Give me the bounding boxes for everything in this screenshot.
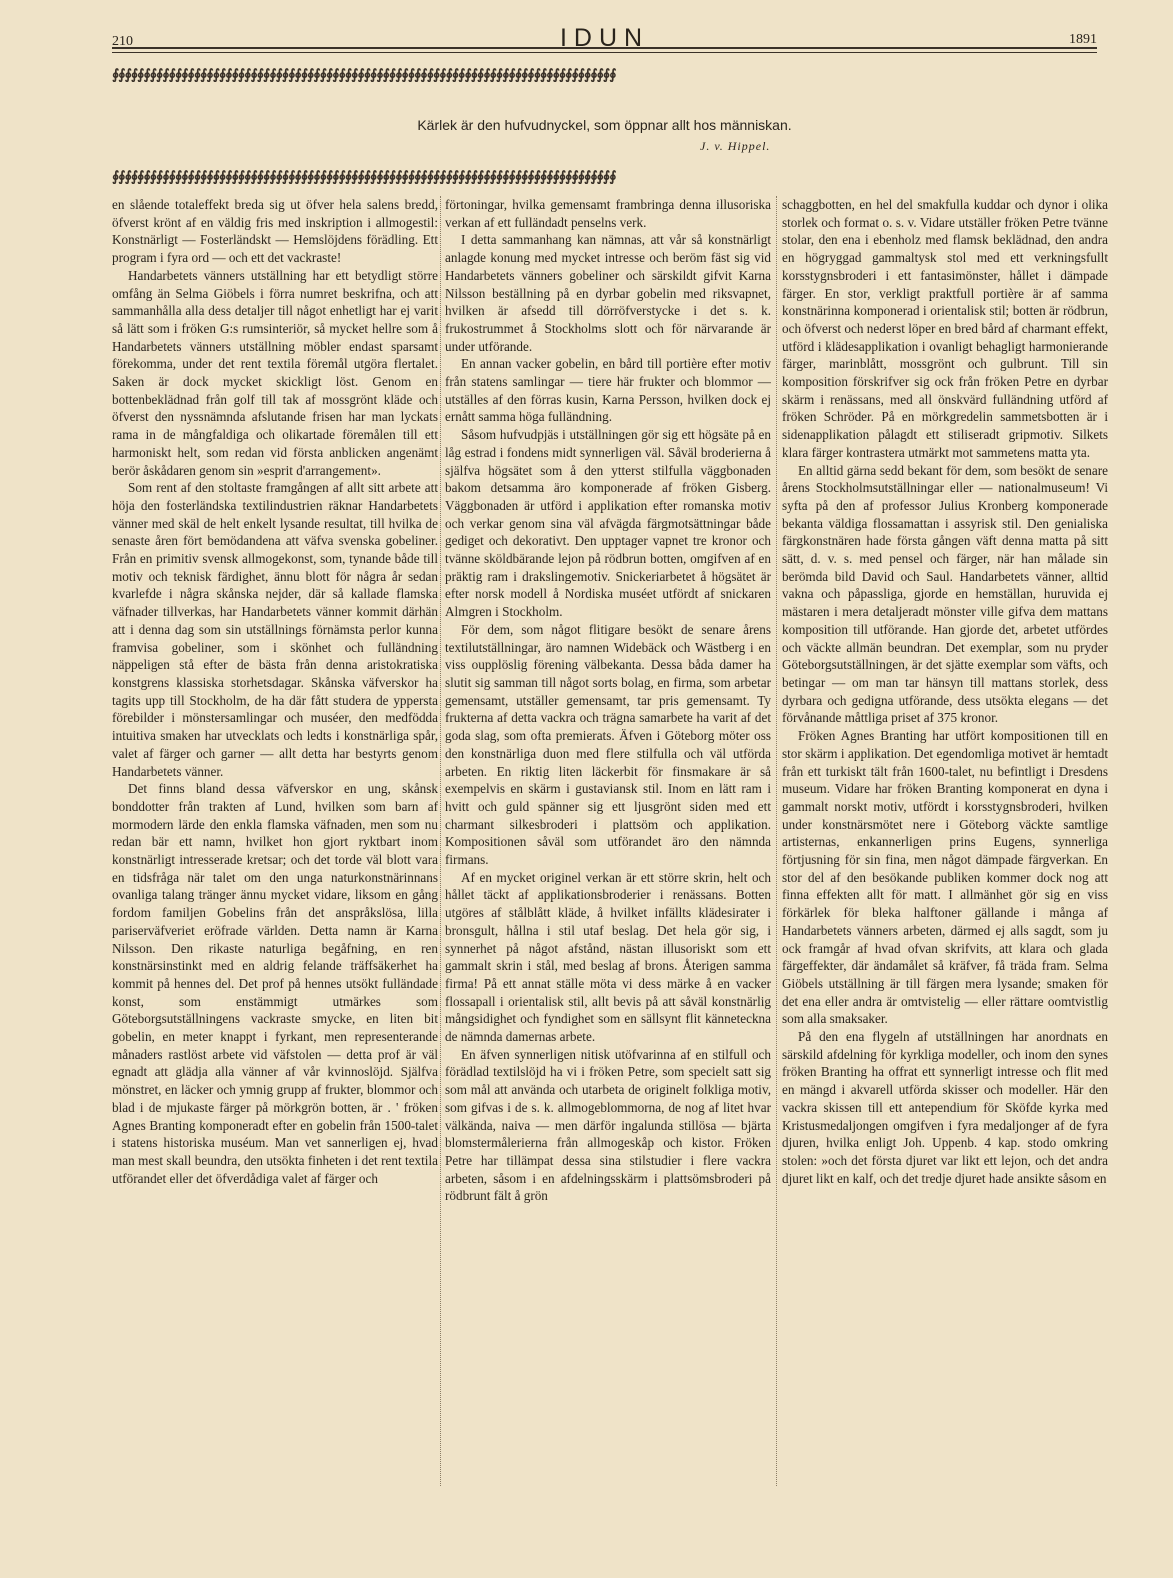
ornament-border-top: ∮∮∮∮∮∮∮∮∮∮∮∮∮∮∮∮∮∮∮∮∮∮∮∮∮∮∮∮∮∮∮∮∮∮∮∮∮∮∮∮∮∮∮∮∮∮∮∮∮∮∮∮∮∮∮∮∮∮∮∮∮∮∮∮∮∮∮∮∮∮∮∮∮∮∮∮∮∮∮∮ bbox=[112, 68, 616, 82]
year: 1891 bbox=[1069, 32, 1097, 47]
paragraph: Af en mycket originel verkan är ett större skrin, helt och hållet täckt af applikationsbroderier i renässans. Botten utgöres af stålblått kläde, å hvilket infällts klädesirater i bronsgult, hållna i stil utaf beslag. Det hela gör sig, i synnerhet på något afstånd, nästan illusoriskt som ett gammalt skrin i stål, med beslag af brons. Återigen samma firma! På ett annat ställe möta vi dess märke å en vacker flossapall i orientalisk stil, allt bevis på att såväl konstnärlig mångsidighet och fyndighet som en sällsynt flit kännetecknа de nämnda damernas arbete. bbox=[445, 869, 771, 1045]
paragraph: En annan vacker gobelin, en bård till portière efter motiv från statens samlingar — tiere här frukter och blommor — utställes af den förras kusin, Karna Persson, hvilken dock ej ernått samma höga fulländning. bbox=[445, 356, 771, 425]
ornament-border-middle: ∮∮∮∮∮∮∮∮∮∮∮∮∮∮∮∮∮∮∮∮∮∮∮∮∮∮∮∮∮∮∮∮∮∮∮∮∮∮∮∮∮∮∮∮∮∮∮∮∮∮∮∮∮∮∮∮∮∮∮∮∮∮∮∮∮∮∮∮∮∮∮∮∮∮∮∮∮∮∮∮ bbox=[112, 170, 616, 184]
text-column-3 bbox=[782, 196, 1108, 1481]
paragraph: Såsom hufvudpjäs i utställningen gör sig ett högsäte på en låg estrad i fondens midt synnerligen väl. Såväl broderierna å själfva högsätet som å den ytterst stilfulla väggbonaden bakom detsamma äro komponerade af fröken Gisberg. Väggbonaden är utförd i applikation efter romanska motiv och verkar genom sina väl afvägda färgmotsättningar både gediget och dekorativt. Den upptager vapnet tre kronor och tvänne sköldbärande lejon på rödbrun botten, omgifven af en präktig ram i drakslingemotiv. Snickeriarbetet å högsätet är efter norsk modell å Nordiska muséet utfördt af snickaren Almgren i Stockholm. bbox=[445, 427, 771, 620]
paragraph: schaggbotten, en hel del smakfulla kuddar och dynor i olika storlek och format o. s. v. Vidare utställer fröken Petre tvänne stolar, den ena i ebenholz med flamsk beklädnad, den andra en högryggad gammaltysk stol med ett verkningsfullt korsstygnsbroderi i ett fantasimönster, hållet i dämpade färger. En stor, verkligt praktfull portière är af samma konstnärinna komponerad i orientalisk stil; botten är rödbrun, och öfverst och nederst löper en bred bård af charmant effekt, utförd i klädesapplikation i ovanligt behagligt harmonierande färger, marinblått, mossgrönt och gulbrunt. Till sin komposition förskrifver sig ock från fröken Petre en dyrbar skärm i renässans, med all önskvärd fulländning utförd af fröken Schröder. På en mörkgredelin sammetsbotten är i sidenapplikation pålagdt ett stiliseradt gripmotiv. Silkets klara färger kontrastera utmärkt mot sammetens matta yta. bbox=[782, 197, 1108, 460]
paragraph: Fröken Agnes Branting har utfört kompositionen till en stor skärm i applikation. Det egendomliga motivet är hemtadt från ett turkiskt tält från 1600-talet, nu befintligt i Dresdens museum. Vidare har fröken Branting komponerat en dyna i gammalt norskt motiv, utfördt i korsstygnsbroderi, hvilken under konstnärsmötet nere i Göteborg väckte samtlige artisternas, enkannerligen prins Eugens, synnerliga förtjusning för sin fina, men något dämpade färgverkan. En stor del af den besökande publiken kommer dock nog att finna effekten allt för matt. I allmänhet gör sig en viss förkärlek för bleka halftoner gällande i många af Handarbetets vänners arbeten, därmed ej alls sagdt, som ju ock framgår af hvad ofvan skrifvits, att klara och glada färgeffekter, där ändamålet så kräfver, få träda fram. Selma Giöbels utställning är till färgen mera lysande; smaken för det ena eller andra är omtvistelig — eller rättare oomtvistlig som alla smaksaker. bbox=[782, 728, 1108, 1027]
header-rule bbox=[112, 47, 1097, 49]
paragraph: Som rent af den stoltaste framgången af allt sitt arbete att höja den fosterländska textilindustrien räknar Handarbetets vänner med skäl de helt enkelt lysande resultat, till hvilka de senaste åren fört bemödandena att väfva svenska gobeliner. Från en primitiv svensk allmogekonst, som, tynande både till motiv och teknisk färdighet, ännu blott för några år sedan kvarlefde i några skånska nejder, där så kallade flamska väfnader tillverkas, har Handarbetets vänner kommit därhän att i denna dag som sin utställnings förnämsta perlor kunna framvisa gobeliner, som i skönhet och fulländning näppeligen stå efter de bästa från denna aristokratiska konstgrens klassiska storhetsdagar. Skånska väfverskor ha tagits upp till Stockholm, de ha där fått studera de yppersta förebilder i mönstersamlingar och muséer, den medfödda intuitiva smaken har utvecklats och ledts i konstnärliga spår, valet af färger och garner — allt detta har bestyrts genom Handarbetets vänner. bbox=[112, 480, 438, 779]
paragraph: en slående totaleffekt breda sig ut öfver hela salens bredd, öfverst krönt af en väldig fris med inskription i allmogestil: Konstnärligt — Fosterländskt — Hemslöjdens förädling. Ett program i fyra ord — och ett det vackraste! bbox=[112, 197, 438, 266]
page-header bbox=[112, 18, 1097, 62]
masthead: IDUN bbox=[559, 24, 650, 52]
epigraph-author: J. v. Hippel. bbox=[700, 139, 771, 153]
text-column-2 bbox=[445, 196, 771, 1481]
paragraph: förtoningar, hvilka gemensamt frambringa denna illusoriska verkan af ett fulländadt penselns verk. bbox=[445, 197, 771, 230]
paragraph: En äfven synnerligen nitisk utöfvarinna af en stilfull och förädlad textilslöjd ha vi i fröken Petre, som specielt satt sig som mål att använda och utarbeta de originelt folkliga motiv, som gifvas i de s. k. allmogeblommorna, de nog af litet hvar välkända, naiva — men därför ingalunda stillösa — bjärta blomstermålerierna från allmogeskåp och kistor. Fröken Petre har tillämpat dessa sina stilstudier i flere vackra arbeten, såsom i en afdelningsskärm i plattsömsbroderi på rödbrunt fält å grön bbox=[445, 1046, 771, 1204]
text-column-1 bbox=[112, 196, 438, 1481]
paragraph: I detta sammanhang kan nämnas, att vår så konstnärligt anlagde konung med mycket intresse och beröm fäst sig vid Handarbetets vänners gobeliner och särskildt gifvit Karna Nilsson beställning på en dyrbar gobelin med riksvapnet, hvilken är afsedd till dörröfverstycke i det s. k. frukostrummet å Stockholms slott och för närvarande är under utförande. bbox=[445, 232, 771, 354]
paragraph: Handarbetets vänners utställning har ett betydligt större omfång än Selma Giöbels i förra numret beskrifna, och att sammanhålla alla dess detaljer till något enhetligt har ej varit så lätt som i fröken G:s rumsinteriör, så mycket hellre som å Handarbetets vänners utställning möbler endast sparsamt förekomma, under det rent textila föremål utgöra flertalet. Saken är dock mycket skickligt löst. Genom en bottenbeklädnad från golf till tak af mossgrönt kläde och öfverst den nyssnämnda afslutande frisen har man lyckats rama in de mångfaldiga och olikartade föremålen till ett harmoniskt helt, som redan vid första anblicken angenämt berör åskådaren genom sin »esprit d'arrangement». bbox=[112, 267, 438, 478]
paragraph: En alltid gärna sedd bekant för dem, som besökt de senare årens Stockholmsutställningar eller — nationalmuseum! Vi syfta på den af professor Julius Kronberg komponerade bekanta väldiga flossamattan i assyrisk stil. Den genialiska färgkonstnären hade första gången väft denna matta på sitt sätt, d. v. s. med pensel och färger, när han målade sin berömda bild David och Saul. Handarbetets vänner, alltid vakna och påpassliga, gjorde en hemställan, huruvida ej mästaren i mera detaljeradt mönster ville gifva dem mattans komposition till utförande. Han gjorde det, arbetet utfördes och väckte allmän beundran. Det exemplar, som nu pryder Göteborgsutställningen, är det sjätte exemplar som väfts, och betingar — om man tar hänsyn till mattans storlek, dess dyrbara och gedigna utförande, dess utsökta elegans — det förvånande måttliga priset af 375 kronor. bbox=[782, 462, 1108, 726]
page-number: 210 bbox=[112, 34, 133, 49]
paragraph: På den ena flygeln af utställningen har anordnats en särskild afdelning för kyrkliga modeller, och inom den synes fröken Branting ha offrat ett synnerligt intresse och flit med en mängd i akvarell utförda skisser och modeller. Här den vackra skissen till ett antependium för Sköfde kyrka med Kristusmedaljongen omgifven i fyra medaljonger af de fyra djuren, hvilka enligt Joh. Uppenb. 4 kap. stodo omkring stolen: »och det första djuret var likt ett lejon, och det andra djuret likt en kalf, och det tredje djuret hade ansikte såsom en bbox=[782, 1029, 1108, 1186]
column-divider bbox=[440, 196, 441, 1486]
paragraph: För dem, som något flitigare besökt de senare årens textilutställningar, äro namnen Widebäck och Wästberg i en viss oupplöslig förening välbekanta. Dessa båda damer ha slutit sig samman till något sorts bolag, en firma, som arbetar gemensamt, utställer gemensamt, tar pris gemensamt. Ty frukterna af detta vackra och trägna samarbete ha varit af det goda slag, som ofta premierats. Äfven i Göteborg möter oss den konstnärliga duon med flere stilfulla och väl utförda arbeten. En riktig liten läckerbit för finsmakare är så exempelvis en skärm i gustaviansk stil. Inom en lätt ram i hvitt och guld spänner sig ett ljusgrönt siden med ett charmant silkesbroderi i plattsöm och applikation. Kompositionen såväl som utförandet äro den nämnda firmans. bbox=[445, 621, 771, 868]
header-rule-thin bbox=[112, 52, 1097, 53]
paragraph: Det finns bland dessa väfverskor en ung, skånsk bonddotter från trakten af Lund, hvilken som barn af mormodern lärde den enkla flamska väfnaden, men som nu redan bär ett namn, hvilket hon gjort ryktbart inom konstnärligt intresserade kretsar; och det torde väl blott vara en tidsfråga när talet om den unga naturkonstnärinnans ovanliga talang tränger ännu mycket vidare, liksom en gång fordom familjen Gobelins från det anspråkslösa, lilla pariserväfveriet eröfrade världen. Detta namn är Karna Nilsson. Den rikaste naturliga begåfning, en ren konstnärsinstinkt med en aldrig felande träffsäkerhet ha kommit på hennes del. Det prof på hennes utsökt fulländade konst, som enstämmigt utmärkes som Göteborgsutställningens vackraste smycke, en liten bit gobelin, en meter knappt i fyrkant, men representerande månaders rastlöst arbete vid väfstolen — detta prof är väl egnadt att glädja alla vänner af vår kvinnoslöjd. Själfva mönstret, en läcker och ymnig grupp af frukter, blommor och blad i de mjukaste färger på mörkgrön botten, är . ' fröken Agnes Branting komponeradt efter en gobelin från 1500-talet i statens historiska muséum. Man vet sannerligen ej, hvad man mest skall beundra, den utsökta finheten i det rent textila utförandet eller det öfverdådiga valet af färger och bbox=[112, 781, 438, 1186]
column-divider bbox=[776, 196, 777, 1486]
epigraph-quote: Kärlek är den hufvudnyckel, som öppnar allt hos människan. bbox=[417, 117, 792, 133]
